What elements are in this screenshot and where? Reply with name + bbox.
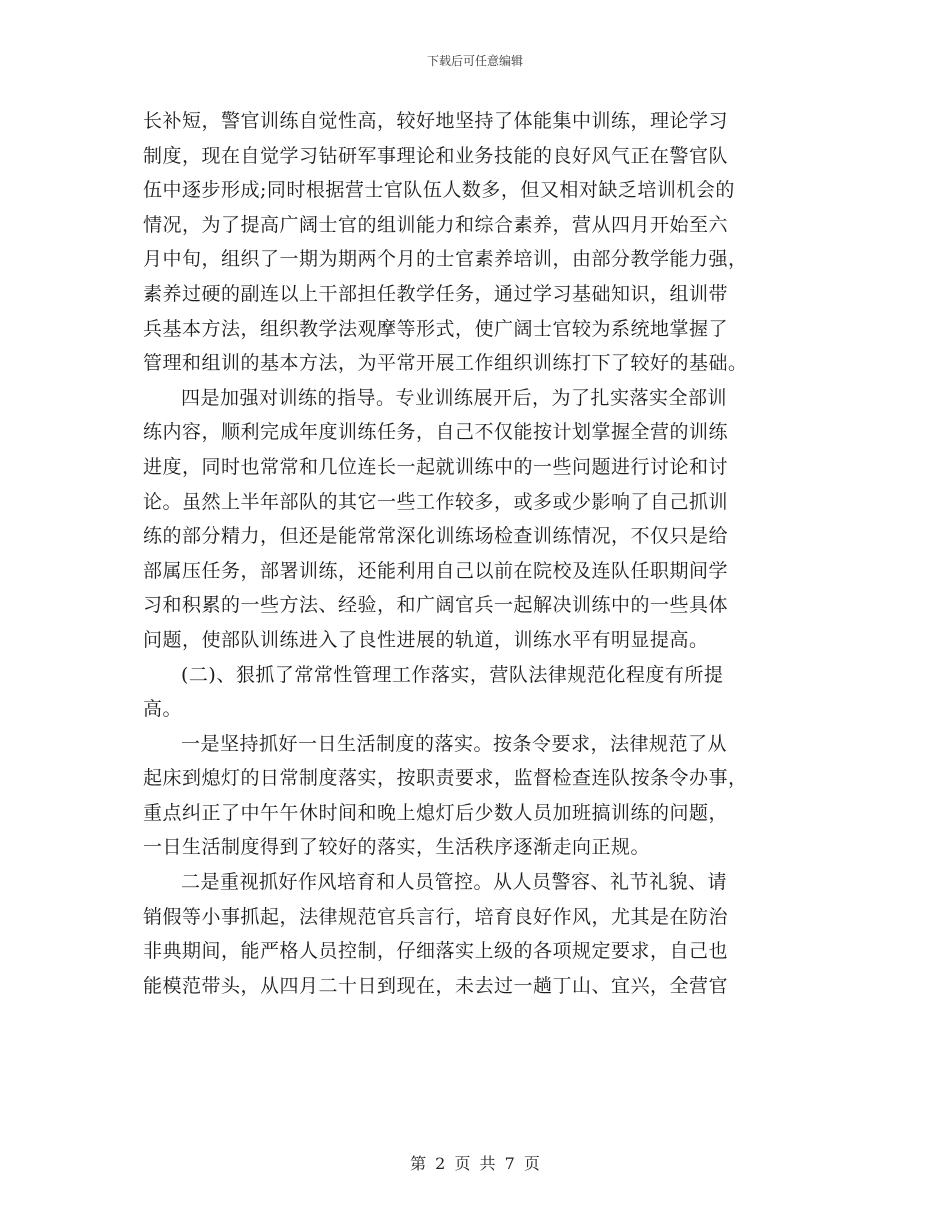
section-heading-line: (二)、狠抓了常常性管理工作落实，营队法律规范化程度有所提 xyxy=(181,663,724,686)
document-body xyxy=(143,104,803,1003)
text-line: 管理和组训的基本方法，为平常开展工作组织训练打下了较好的基础。 xyxy=(143,352,748,375)
text-line: 习和积累的一些方法、经验，和广阔官兵一起解决训练中的一些具体 xyxy=(143,594,729,617)
text-line: 销假等小事抓起，法律规范官兵言行，培育良好作风，尤其是在防治 xyxy=(143,905,729,928)
paragraph-start-line: 一是坚持抓好一日生活制度的落实。按条令要求，法律规范了从 xyxy=(181,732,728,755)
text-line: 月中旬，组织了一期为期两个月的士官素养培训，由部分教学能力强， xyxy=(143,248,748,271)
text-line: 情况，为了提高广阔士官的组训能力和综合素养，营从四月开始至六 xyxy=(143,213,729,236)
text-line: 高。 xyxy=(143,698,183,721)
text-line: 练内容，顺利完成年度训练任务，自己不仅能按计划掌握全营的训练 xyxy=(143,421,729,444)
text-line: 部属压任务，部署训练，还能利用自己以前在院校及连队任职期间学 xyxy=(143,559,729,582)
text-line: 非典期间，能严格人员控制，仔细落实上级的各项规定要求，自己也 xyxy=(143,940,729,963)
text-line: 能模范带头，从四月二十日到现在，未去过一趟丁山、宜兴，全营官 xyxy=(143,974,729,997)
text-line: 长补短，警官训练自觉性高，较好地坚持了体能集中训练，理论学习 xyxy=(143,110,729,132)
page-header: 下载后可任意编辑 xyxy=(426,54,523,68)
text-line: 一日生活制度得到了较好的落实，生活秩序逐渐走向正规。 xyxy=(143,836,651,859)
page-number: 第 2 页 共 7 页 xyxy=(410,1154,540,1173)
text-line: 进度，同时也常常和几位连长一起就训练中的一些问题进行讨论和讨 xyxy=(143,455,729,478)
text-line: 素养过硬的副连以上干部担任教学任务，通过学习基础知识，组训带 xyxy=(143,282,729,305)
paragraph-start-line: 二是重视抓好作风培育和人员管控。从人员警容、礼节礼貌、请 xyxy=(181,871,728,894)
text-line: 重点纠正了中午午休时间和晚上熄灯后少数人员加班搞训练的问题， xyxy=(143,801,729,824)
text-line: 起床到熄灯的日常制度落实，按职责要求，监督检查连队按条令办事， xyxy=(143,767,748,790)
text-line: 问题，使部队训练进入了良性进展的轨道，训练水平有明显提高。 xyxy=(143,628,709,651)
text-line: 练的部分精力，但还是能常常深化训练场检查训练情况，不仅只是给 xyxy=(143,525,729,548)
paragraph-start-line: 四是加强对训练的指导。专业训练展开后，为了扎实落实全部训 xyxy=(181,386,728,409)
text-line: 兵基本方法，组织教学法观摩等形式，使广阔士官较为系统地掌握了 xyxy=(143,317,729,340)
text-line: 制度，现在自觉学习钻研军事理论和业务技能的良好风气正在警官队 xyxy=(143,144,729,167)
text-line: 论。虽然上半年部队的其它一些工作较多，或多或少影响了自己抓训 xyxy=(143,490,729,513)
text-line: 伍中逐步形成;同时根据营士官队伍人数多，但又相对缺乏培训机会的 xyxy=(143,179,735,202)
